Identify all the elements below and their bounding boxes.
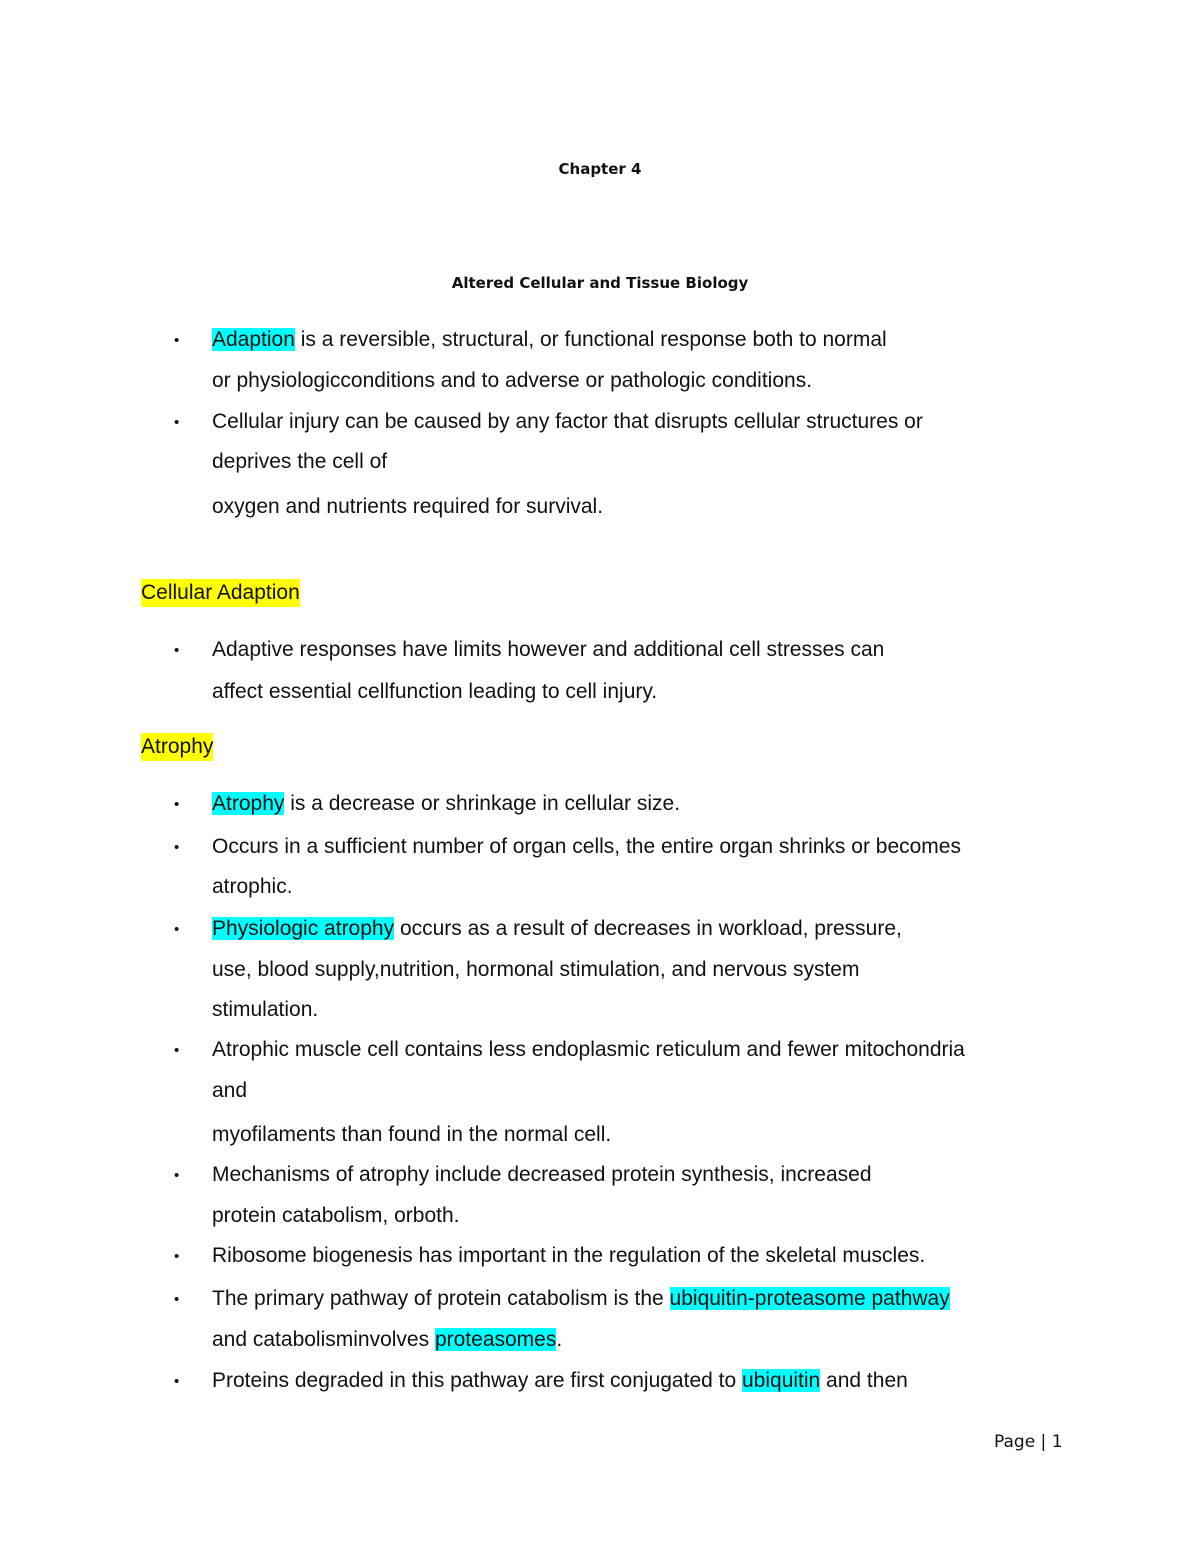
bullet-text: Occurs in a sufficient number of organ cells, the entire organ shrinks or becomes: [212, 835, 961, 858]
highlight-term: Physiologic atrophy: [212, 917, 395, 940]
bullet-text-continued: protein catabolism, orboth.: [212, 1204, 460, 1227]
bullet-icon: •: [174, 1373, 180, 1390]
bullet-text-continued: affect essential cellfunction leading to cell injury.: [212, 680, 658, 703]
bullet-text: Mechanisms of atrophy include decreased protein synthesis, increased: [212, 1163, 872, 1186]
bullet-icon: •: [174, 1248, 180, 1265]
bullet-text-continued: use, blood supply,nutrition, hormonal stimulation, and nervous system: [212, 958, 860, 981]
chapter-title: Chapter 4: [558, 160, 642, 178]
bullet-text-continued: oxygen and nutrients required for survival.: [212, 495, 604, 518]
text-run: The primary pathway of protein catabolism is the: [212, 1287, 670, 1310]
bullet-text-continued: [212, 1326, 562, 1354]
text-run: occurs as a result of decreases in workload, pressure,: [394, 917, 902, 940]
bullet-text-continued: myofilaments than found in the normal cell.: [212, 1123, 612, 1146]
text-run: and then: [820, 1369, 908, 1392]
bullet-text-continued: deprives the cell of: [212, 450, 388, 473]
bullet-icon: •: [174, 414, 180, 431]
text-run: and catabolisminvolves: [212, 1328, 435, 1351]
chapter-subtitle: Altered Cellular and Tissue Biology: [451, 274, 749, 292]
section-heading-cellular-adaption: Cellular Adaption: [141, 579, 300, 607]
bullet-text: [212, 915, 902, 943]
text-run: is a reversible, structural, or functional response both to normal: [294, 328, 887, 351]
text-run: Proteins degraded in this pathway are first conjugated to: [212, 1369, 742, 1392]
bullet-icon: •: [174, 796, 180, 813]
bullet-icon: •: [174, 921, 180, 938]
bullet-text: Cellular injury can be caused by any factor that disrupts cellular structures or: [212, 410, 923, 433]
highlight-term: ubiquitin: [741, 1369, 821, 1392]
bullet-text: [212, 1367, 908, 1395]
highlight-term: Adaption: [212, 328, 295, 351]
bullet-icon: •: [174, 1042, 180, 1059]
bullet-text-continued: and: [212, 1079, 248, 1102]
bullet-text: Ribosome biogenesis has important in the regulation of the skeletal muscles.: [212, 1244, 926, 1267]
bullet-text: Adaptive responses have limits however and additional cell stresses can: [212, 638, 885, 661]
highlight-term: Atrophy: [212, 792, 285, 815]
highlight-term: ubiquitin-proteasome pathway: [669, 1287, 950, 1310]
bullet-icon: •: [174, 1167, 180, 1184]
bullet-icon: •: [174, 332, 180, 349]
bullet-text-continued: or physiologicconditions and to adverse or pathologic conditions.: [212, 369, 813, 392]
text-run: is a decrease or shrinkage in cellular size.: [284, 792, 681, 815]
bullet-icon: •: [174, 1291, 180, 1308]
bullet-icon: •: [174, 839, 180, 856]
bullet-icon: •: [174, 642, 180, 659]
page-number: Page | 1: [994, 1432, 1063, 1452]
text-run: .: [556, 1328, 563, 1351]
bullet-text: Atrophic muscle cell contains less endoplasmic reticulum and fewer mitochondria: [212, 1038, 965, 1061]
bullet-text: [212, 1285, 950, 1313]
bullet-text-continued: atrophic.: [212, 875, 293, 898]
bullet-text: [212, 326, 887, 354]
section-heading-atrophy: Atrophy: [141, 733, 213, 761]
bullet-text: [212, 790, 680, 818]
bullet-text-continued: stimulation.: [212, 998, 319, 1021]
highlight-term: proteasomes: [434, 1328, 557, 1351]
